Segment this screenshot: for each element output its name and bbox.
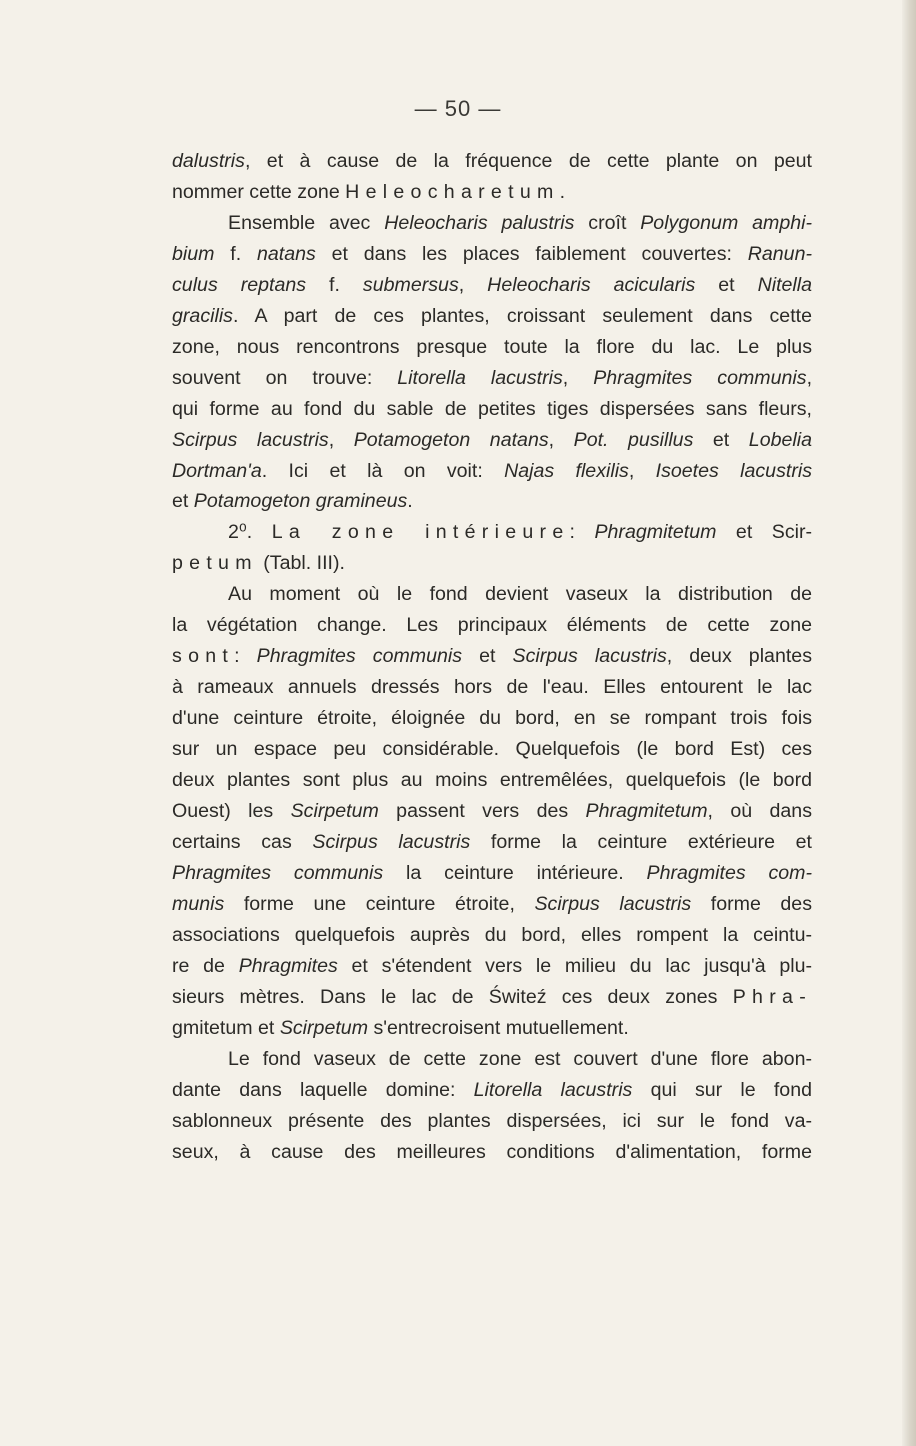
text-line: nommer cette zone Heleocharetum. — [172, 180, 566, 203]
page-number: — 50 — — [414, 96, 502, 121]
text-line: Ouest) les Scirpetum passent vers des Phragmitetum, où dans — [172, 800, 812, 823]
text-line: certains cas Scirpus lacustris forme la ceinture extérieure et — [172, 830, 812, 853]
text-line: sont: Phragmites communis et Scirpus lacustris, deux plantes — [172, 645, 812, 668]
paragraph — [172, 1044, 812, 1168]
text-line: Scirpus lacustris, Potamogeton natans, Pot. pusillus et Lobelia — [172, 428, 812, 451]
text-line: sur un espace peu considérable. Quelquefois (le bord Est) ces — [172, 738, 812, 761]
text-line: Au moment où le fond devient vaseux la distribution de — [228, 583, 812, 606]
text-line: qui forme au fond du sable de petites tiges dispersées sans fleurs, — [172, 397, 812, 420]
text-line: re de Phragmites et s'étendent vers le milieu du lac jusqu'à plu- — [172, 954, 812, 977]
text-line: Phragmites communis la ceinture intérieure. Phragmites com- — [172, 861, 812, 884]
paragraph — [172, 579, 812, 1043]
text-line: deux plantes sont plus au moins entremêlées, quelquefois (le bord — [172, 769, 812, 792]
text-line: souvent on trouve: Litorella lacustris, Phragmites communis, — [172, 366, 813, 389]
text-line: Le fond vaseux de cette zone est couvert d'une flore abon- — [228, 1047, 812, 1070]
paragraph — [172, 146, 812, 208]
text-line: sieurs mètres. Dans le lac de Świteź ces deux zones Phra- — [172, 985, 812, 1008]
text-line: munis forme une ceinture étroite, Scirpus lacustris forme des — [172, 892, 812, 915]
section-heading — [172, 517, 812, 579]
text-line: associations quelquefois auprès du bord, elles rompent la ceintu- — [172, 923, 812, 946]
text-line: gmitetum et Scirpetum s'entrecroisent mutuellement. — [172, 1016, 629, 1039]
text-line: et Potamogeton gramineus. — [172, 490, 413, 513]
text-line: dante dans laquelle domine: Litorella lacustris qui sur le fond — [172, 1078, 812, 1101]
text-line: bium f. natans et dans les places faiblement couvertes: Ranun- — [172, 242, 812, 265]
text-line: Dortman'a. Ici et là on voit: Najas flexilis, Isoetes lacustris — [172, 459, 812, 482]
text-line: zone, nous rencontrons presque toute la flore du lac. Le plus — [172, 335, 812, 358]
text-line: à rameaux annuels dressés hors de l'eau. Elles entourent le lac — [172, 676, 812, 699]
text-line: sablonneux présente des plantes dispersées, ici sur le fond va- — [172, 1109, 812, 1132]
text-line: Ensemble avec Heleocharis palustris croît Polygonum amphi- — [228, 211, 812, 234]
text-line: culus reptans f. submersus, Heleocharis acicularis et Nitella — [172, 273, 813, 296]
page-edge-shadow — [902, 0, 916, 1446]
text-line: la végétation change. Les principaux éléments de cette zone — [172, 614, 812, 637]
text-line: gracilis. A part de ces plantes, croissant seulement dans cette — [172, 304, 812, 327]
body-text — [172, 146, 812, 1167]
text-line: seux, à cause des meilleures conditions d'alimentation, forme — [172, 1140, 812, 1163]
text-line: d'une ceinture étroite, éloignée du bord, en se rompant trois fois — [172, 707, 812, 730]
text-line: dalustris, et à cause de la fréquence de cette plante on peut — [172, 150, 812, 172]
paragraph — [172, 208, 812, 518]
text-line: petum (Tabl. III). — [172, 552, 345, 575]
text-line: 2⁰. La zone intérieure: Phragmitetum et Scir- — [228, 521, 813, 544]
